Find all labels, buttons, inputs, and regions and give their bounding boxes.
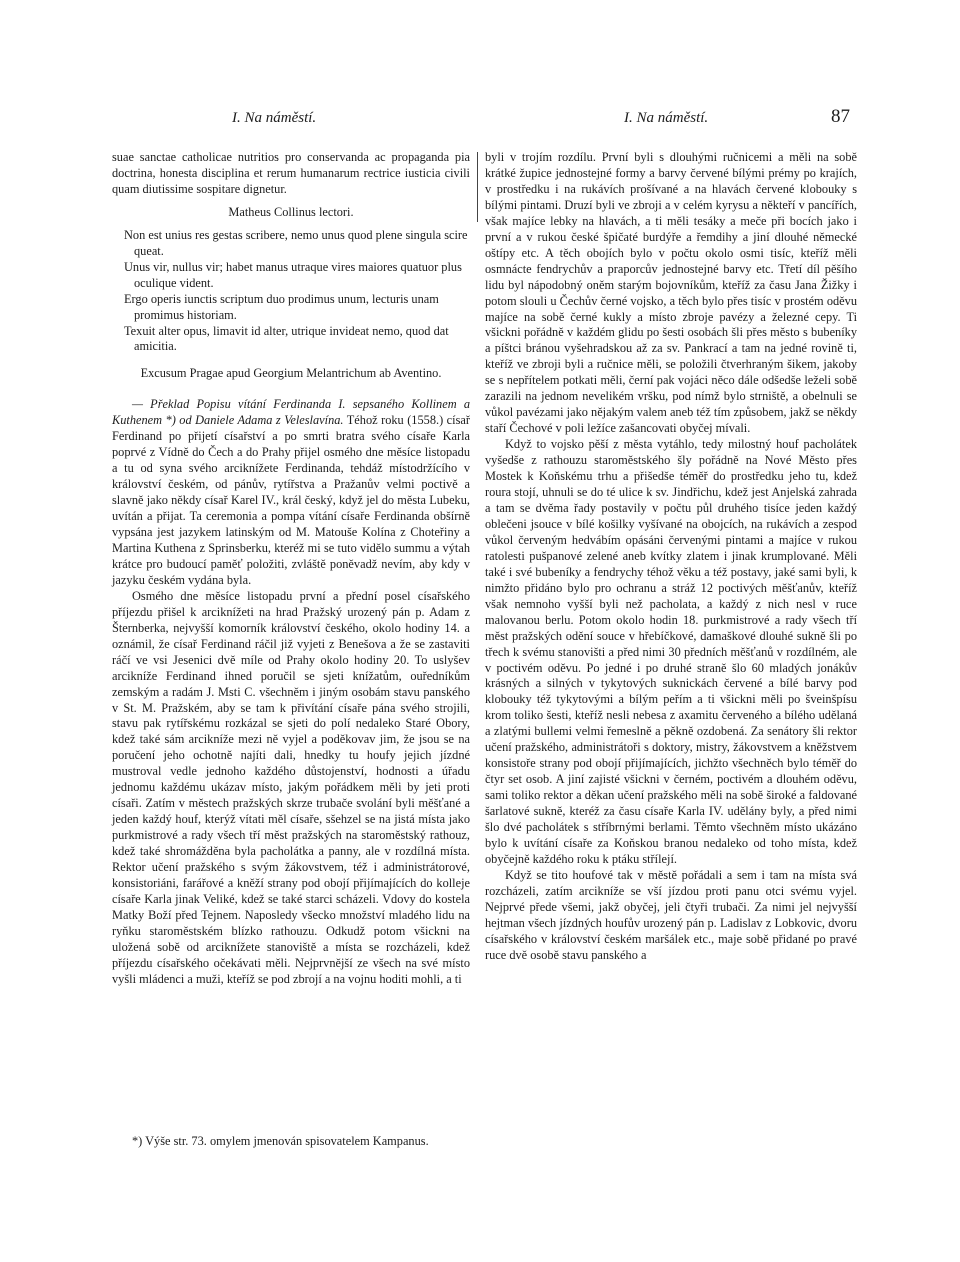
latin-intro: suae sanctae catholicae nutritios pro conservanda ac propaganda pia doctrina, honesta disciplina et rerum humanarum rectrice iusticia civili quam diutissime sospitare dignetur. [112, 150, 470, 196]
translation-heading: — Překlad Popisu vítání Ferdinanda I. sepsaného Kollinem a Kuthenem *) od Daniele Adama z Veleslavína. [112, 397, 470, 428]
poem-line: Ergo operis iunctis scriptum duo prodimus unum, lecturis unam promimus historiam. [124, 291, 439, 322]
paragraph: Téhož roku (1558.) císař Ferdinand po přijetí císařství a po smrti bratra svého císaře Karla poprvé z Vídně do Čech a do Prahy přijel osmého dne měsíce listopadu a tu od syna svého arciknížete Ferdinanda, tehdáž místodržícího v království českém, od pánův, rytířstva a Pražanův velmi poctivě a slavně jako někdy císař Karel IV., král český, když jel do města Lubeku, uvítán a přijat. Ta ceremonia a pompa vítání císaře Ferdinanda obšírně vypsána jest jazykem latinským od M. Matouše Kolína z Choteřiny a Martina Kuthena z Sprinsberku, kteréž mi se tuto vidělo summu a výtah krátce pro budoucí paměť položiti, zvláště poněvadž nevím, aby kdy v jazyku českém vydána byla. [112, 413, 470, 587]
paragraph: Osmého dne měsíce listopadu první a přední posel císařského příjezdu přišel k arciknížeti na hrad Pražský urozený pán p. Adam z Šternberka, nejvyšší komorník království českého, okolo hodiny 14. a oznámil, že císař Ferdinand ráčil již vyjeti z Benešova a že se zastaviti ráčí ve vsi Jesenici dvě míle od Prahy okolo hodiny 20. To uslyšev arcikníže Ferdinand ihned poručil se sjeti knížatům, ouředníkům zemským a radám J. Msti C. všechněm i jiným osobám stavu panského v St. M. Pražském, aby se tam k přivítání císaře pána svého strojili, stavu pak rytířskému rozkázal se sjeti do polí nedaleko Staré Obory, kdež také sám arcikníže mezi ně vyjel a poděkovav jim, že jsou se na poručení jeho ochotně najíti dali, hnedky tu houfy jejich jízdné mustroval vedle jednoho každého důstojenství, hodnosti a úřadu jednomu každému ukázav místo, jakým pořádkem měli by jeti proti císaři. Zatím v městech pražských skrze trubače svolání byli měšťané a jeden každý houf, kterýž vítati měl císaře, sšehzel se na jistá místa jako purkmistrové a rady všech tří měst pražských na staroměstský rathouz, kdež také shromážděna byla pacholátka a panny, ale v rozdílná místa. Rektor učení pražského s svým žákovstvem, též i administrátorové, konsistoriáni, farářové a kněží strany pod obojí přijímajících do kolleje císaře Karla jinak Veliké, kdež se také starci scházeli. Vdovy do kostela Matky Boží před Tejnem. Naposledy všecko množství mladého lidu na ryňku staroměstském blízko rathouzu. Odkudž potom všickni na uložená sobě od arciknížete stanoviště a místa se rozcházeli, kdež příjezdu císařského očekávati měli. Nejprvnější ze všech na své místo vyšli mládenci a muži, kteříž se pod zbrojí a na vojnu hoditi mohli, a ti [112, 588, 470, 986]
poem-line: Unus vir, nullus vir; habet manus utraque vires maiores quatuor plus oculique vident. [124, 259, 462, 290]
footnote [112, 1134, 470, 1150]
printer-imprint: Excusum Pragae apud Georgium Melantrichum ab Aventino. [140, 366, 442, 381]
column-rule [477, 152, 478, 222]
translation-body [112, 397, 470, 588]
paragraph: Když to vojsko pěší z města vytáhlo, tedy milostný houf pacholátek vyšedše z rathouzu staroměstského šly pořádně na Nové Město přes Mostek k Koňskému trhu a přišedše téměř do prostředku jeho tu, kdež roura stojí, uhnuli se do té ulice k sv. Jindřichu, kdež jest Anjelská zahrada a tam se dvěma řady postavily v počtu půl druhého tisíce jeden každý oblečeni jsouce v bílé košilky vyšívané na obojcích, na rukávích a zespod vůkol červeným hedvábím opásáni červenými pintami a majíce v rukou ratolesti pušpanové zelené aneb kvítky zlatem i jinak krumplované. Měli také i své bubeníky a fendrychy téhož věku a též postavy, jaké sami byli, k nimžto přidáno bylo pro ochranu a stráž 12 poctivých měšťanův, kteříž však nemnoho vyšší byli než pacholata, a každý z nich nesl v ruce malovanou berlu. Potom okolo hodin 18. purkmistrové a rady všech tří měst pražských odění souce v hřebíčkové, damaškové dlouhé sukně šli po třech k svému stanovišti a před nimi 30 předních měšťanů v rozdílném, ale v poctivém oděvu. Po jedné i po druhé straně šlo 60 mladých jonákův krásných a silných v tykytových suknickách červené a bílé barvy pod klobouky též tykytovými a bílým peřím a ti všickni měli po šveinšpísu krom toliko šesti, kteříž nesli nebesa z axamitu červeného a bílého udělaná a zlatými bullemi velmi řemeslně a pěkně ozdobená. Za senátory šli rektor učení pražského, administrátoři s doktory, mistry, žákovstvem a kněžstvem konsistoře strany pod obojí přijímajících, jichžto všechněch bylo téměř do čtyr set osob. A jiní zajisté všickni v černém, poctivém a dlouhém oděvu, sami toliko rektor a děkan učení pražského měli na sobě široké a faldované šarlatové sukně, kteréž za času císaře Karla IV. udělány byly, a před nimi šlo dvé pacholátek s stříbrnými berlami. Těmto všechněm místo ukázáno bylo k uvítání císaře za Koňskou branou nedaleko od toho místa, kdež obyčejně každého roku k ptáku střílejí. [485, 437, 857, 866]
running-head-left: I. Na náměstí. [232, 110, 317, 126]
right-column [485, 150, 857, 964]
poem-line: Texuit alter opus, limavit id alter, utrique invideat nemo, quod dat amicitia. [124, 323, 449, 354]
latin-dedication: Matheus Collinus lectori. [228, 204, 354, 219]
left-column [112, 150, 470, 988]
paragraph: Když se tito houfové tak v městě pořádali a sem i tam na místa svá rozcházeli, zatím arcikníže se vší jízdou proti panu otci svému vyjel. Nejprvé přede všemi, jakž obyčej, jeli čtyři trubači. Za nimi jel nejvyšší hejtman všech jízdných houfův urozený pán p. Ladislav z Lobkovic, dvoru císařského v království českém maršálek etc., maje sobě přidané po pravé ruce dvě osobě stavu panského a [485, 867, 857, 962]
page-number: 87 [831, 106, 850, 127]
running-head-right: I. Na náměstí. [624, 110, 709, 126]
poem-line: Non est unius res gestas scribere, nemo unus quod plene singula scire queat. [124, 227, 468, 258]
paragraph: byli v trojím rozdílu. První byli s dlouhými ručnicemi a měli na sobě krátké župice jednostejné formy a barvy červené bílými prémy po krajích, v prostředku i na rukávích prošívané a na hlavách červené klobouky s bílými pintami. Druzí byli ve zbroji a v celém kyrysu a někteří v pancířích, však majíce lebky na hlavách, a ti měli tesáky a meče při bocích jako i první a v rukou české špičaté burdýře a řemdihy a jiní dlouhé německé oštípy etc. A těch obojích bylo v počtu okolo osmi tisíc, kteříž měli osmnácte fendrychův a praporcův jednostejné barvy etc. Třetí díl pěšího lidu byl nápodobný oněm starým bojovníkům, kteříž za času Jana Žižky i potom slouli u Čechův černé vojsko, a těch bylo přes tisíc v prostém oděvu majíce na sobě černé kukly a místo zbroje pavézy a železné cepy. Ti všickni pořádně v každém glidu po šesti osobách šli přes město s bubeníky a píštci bránou vyšehradskou až za sv. Pankrací a tam na jedné rovině ti, kteříž ve zbroji byli a ručnice měli, se položili čtverhraným šikem, jakoby se s nepřítelem potkati měli, černí pak vojáci něco dále odšedše leželi sobě zarazili na jednom nevelikém vršku, pod nímž bylo strniště, a obelnuli se vůkol pavézami jako nějakým valem aneb též tím způsobem, jakž se někdy staří Čechové v poli ležíce zašancovati obyčej mívali. [485, 150, 857, 436]
footnote-text: *) Výše str. 73. omylem jmenován spisovatelem Kampanus. [132, 1134, 429, 1148]
